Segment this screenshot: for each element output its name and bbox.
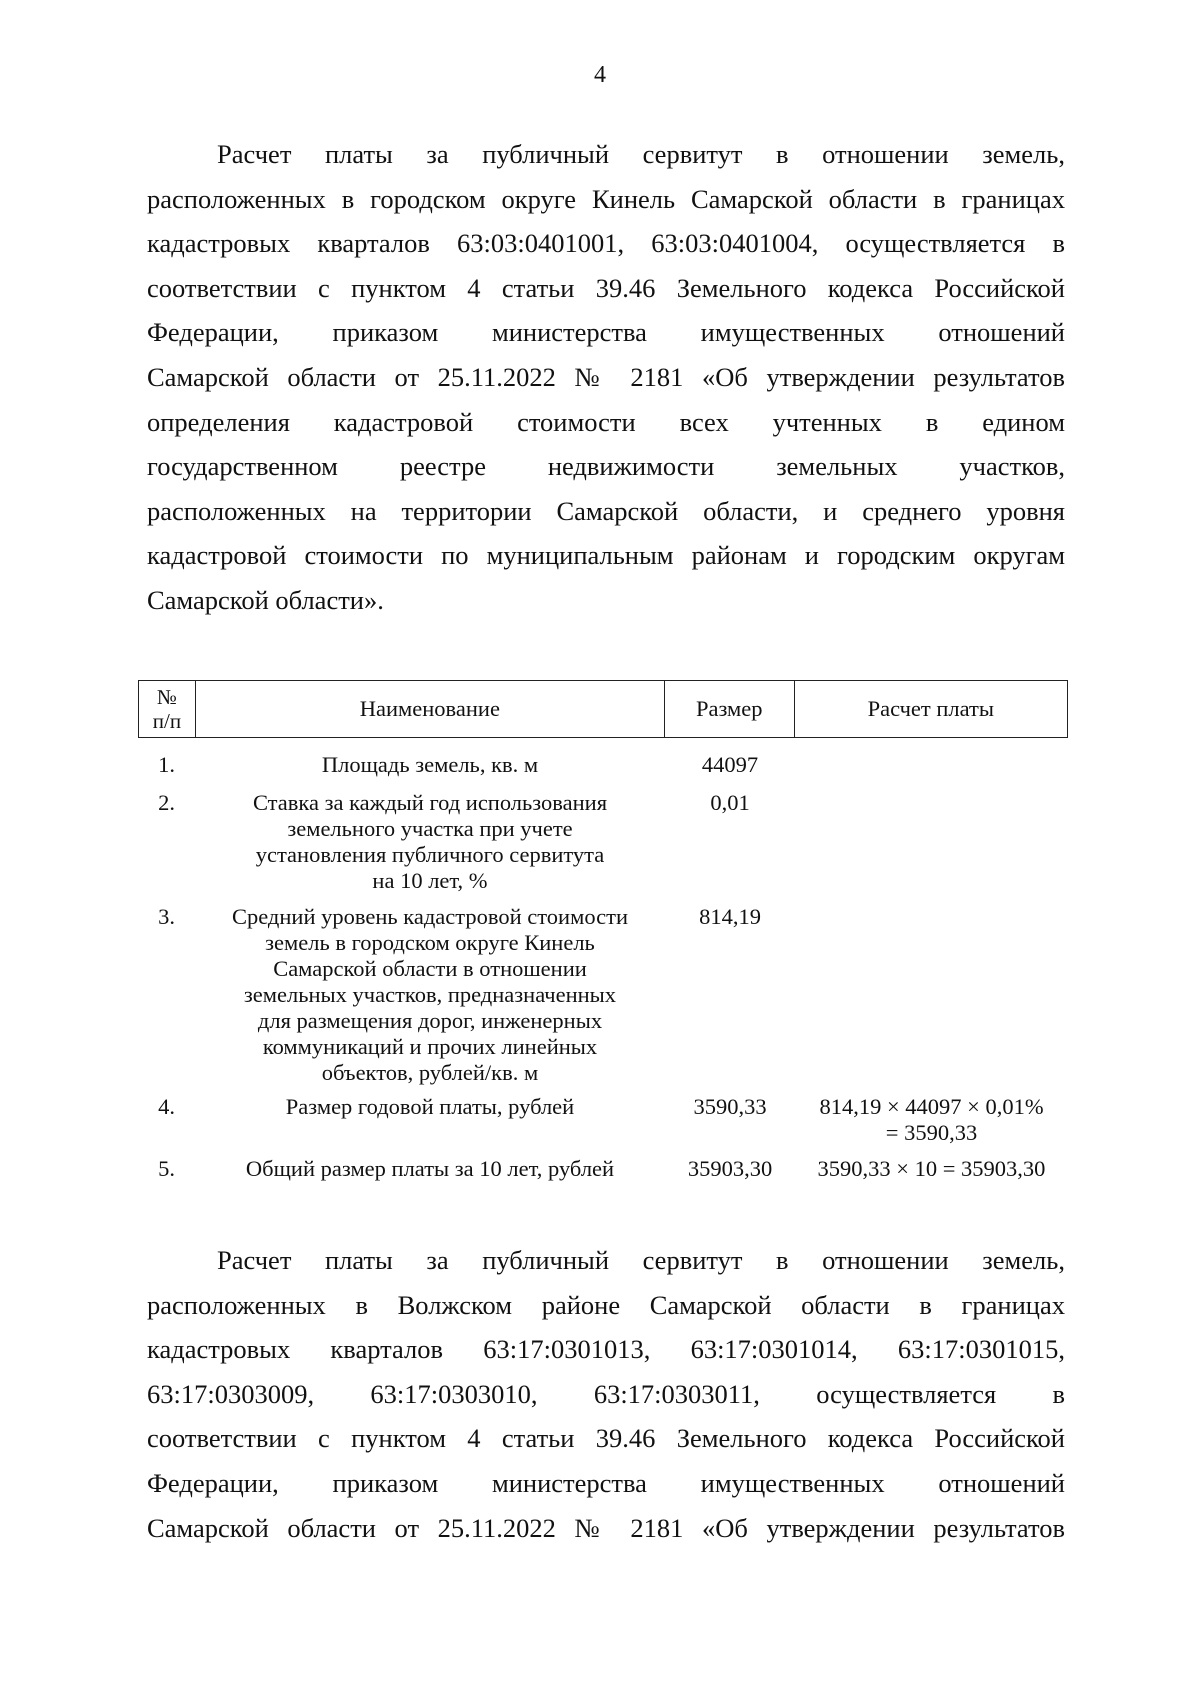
header-calculation: Расчет платы [867,696,994,721]
row-size-value: 3590,33 [693,1094,767,1119]
row-calculation-line: 3590,33 × 10 = 35903,30 [817,1156,1046,1181]
row-calculation [795,1156,1068,1182]
row-size-value: 35903,30 [687,1156,773,1181]
row-name [195,904,665,1086]
text-line: Самарской области от 25.11.2022 № 2181 «Об утверждении результатов [147,361,1065,392]
row-calculation [795,904,1068,1086]
header-size: Размер [665,681,795,737]
row-calculation [795,1094,1068,1146]
paragraph-volzhsky [147,1238,1065,1550]
header-name: Наименование [196,681,665,737]
text-line: Федерации, приказом министерства имущественных отношений [147,317,1065,348]
table-row [138,1146,1068,1182]
row-name-line: установления публичного сервитута [255,842,605,867]
table-row [138,778,1068,894]
row-name-line: Ставка за каждый год использования [252,790,608,815]
header-number [139,681,196,737]
text-line: Федерации, приказом министерства имущественных отношений [147,1467,1065,1498]
row-name-line: Площадь земель, кв. м [321,752,539,777]
table-row [138,738,1068,778]
row-size-value: 0,01 [710,790,750,815]
page-number: 4 [594,62,606,88]
row-name [195,752,665,778]
paragraph-kinel [147,132,1065,623]
text-line: Расчет платы за публичный сервитут в отношении земель, [217,139,1065,169]
row-number-text: 2. [158,790,175,815]
row-calculation-line: 814,19 × 44097 × 0,01% [819,1094,1044,1119]
text-line: соответствии с пунктом 4 статьи 39.46 Земельного кодекса Российской [147,272,1065,303]
row-calculation [795,752,1068,778]
row-size [665,1156,795,1182]
text-line: Самарской области». [147,584,384,615]
row-calculation [795,790,1068,894]
row-name-line: Самарской области в отношении [273,956,587,981]
row-name-line: Средний уровень кадастровой стоимости [231,904,628,929]
table-row [138,1086,1068,1146]
text-line: определения кадастровой стоимости всех учтенных в едином [147,406,1065,437]
row-name-line: для размещения дорог, инженерных [257,1008,603,1033]
row-name-line: земельного участка при учете [287,816,573,841]
row-number-text: 4. [158,1094,175,1119]
row-name [195,790,665,894]
row-size [665,752,795,778]
row-number-text: 1. [158,752,175,777]
text-line: расположенных в городском округе Кинель Самарской области в границах [147,183,1065,214]
table-row [138,894,1068,1086]
row-number [138,1094,195,1146]
row-number [138,790,195,894]
header-number-symbol: № [156,685,177,709]
text-line: Расчет платы за публичный сервитут в отношении земель, [217,1245,1065,1275]
row-calculation-line: = 3590,33 [885,1120,978,1145]
table-body [138,738,1068,1182]
table-header [138,680,1068,738]
row-size-value: 814,19 [699,904,761,929]
header-number-abbr: п/п [152,709,182,733]
row-name-line: Размер годовой платы, рублей [285,1094,575,1119]
text-line: расположенных в Волжском районе Самарской области в границах [147,1289,1065,1320]
row-name-line: Общий размер платы за 10 лет, рублей [245,1156,615,1181]
row-number-text: 5. [158,1156,175,1181]
text-line: соответствии с пунктом 4 статьи 39.46 Земельного кодекса Российской [147,1423,1065,1454]
row-name-line: земельных участков, предназначенных [243,982,617,1007]
row-name-line: объектов, рублей/кв. м [321,1060,539,1085]
row-size [665,904,795,1086]
text-line: 63:17:0303009, 63:17:0303010, 63:17:0303011, осуществляется в [147,1378,1065,1409]
row-name [195,1156,665,1182]
row-size [665,1094,795,1146]
row-size-value: 44097 [701,752,759,777]
text-line: кадастровых кварталов 63:03:0401001, 63:03:0401004, осуществляется в [147,228,1065,259]
text-line: Самарской области от 25.11.2022 № 2181 «Об утверждении результатов [147,1512,1065,1543]
row-name-line: земель в городском округе Кинель [265,930,595,955]
text-line: расположенных на территории Самарской области, и среднего уровня [147,495,1065,526]
row-size [665,790,795,894]
text-line: государственном реестре недвижимости земельных участков, [147,451,1065,482]
row-number-text: 3. [158,904,175,929]
row-name-line: коммуникаций и прочих линейных [262,1034,598,1059]
text-line: кадастровых кварталов 63:17:0301013, 63:17:0301014, 63:17:0301015, [147,1334,1065,1365]
row-name [195,1094,665,1146]
row-number [138,1156,195,1182]
row-number [138,904,195,1086]
text-line: кадастровой стоимости по муниципальным районам и городским округам [147,540,1065,571]
row-number [138,752,195,778]
row-name-line: на 10 лет, % [372,868,488,893]
fee-calculation-table [138,680,1068,1182]
